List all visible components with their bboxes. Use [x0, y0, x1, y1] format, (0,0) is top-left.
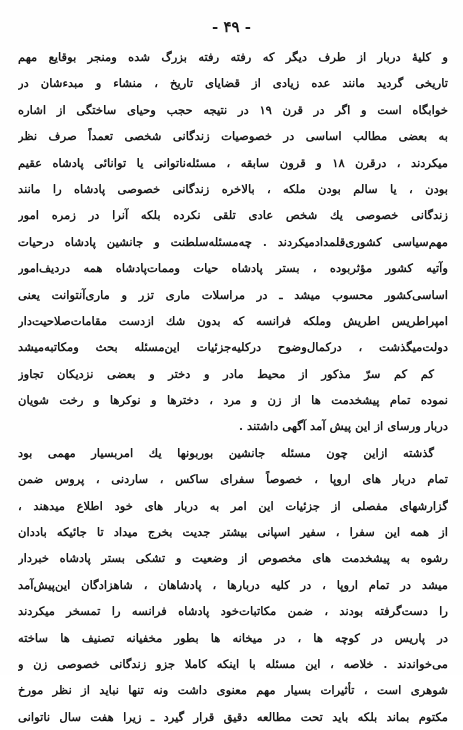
- text-line: دولت‌میگذشت ، درکمال‌وضوح درکلیه‌جزئیات این‌مسئله بحث ومکاتبه‌میشد: [18, 340, 448, 355]
- text-line: خوابگاه است و اگر در قرن ۱۹ در نتیجه حجب وحیای ساختگی از اشاره: [18, 102, 448, 117]
- text-line: می‌خواندند . خلاصه ، این مسئله با اینکه کاملا جزو زندگانی خصوصی زن و: [18, 656, 448, 671]
- body-text: [18, 44, 448, 730]
- text-line: رشوه به پیشخدمت های مخصوص از وضعیت و تشکی بستر پادشاه خبردار: [18, 551, 448, 566]
- text-line: مهم‌سیاسی کشوری‌قلمدادمیکردند . چه‌مسئله‌سلطنت و جانشین پادشاه درحیات: [18, 234, 448, 249]
- paragraph-2: [18, 440, 448, 730]
- text-line: گذشته ازاین چون مسئله جانشین بوربونها یك امر‌بسیار مهمی بود: [18, 445, 434, 460]
- text-line: زندگانی خصوصی یك شخص عادی تلقی نکرده بلکه آنرا در زمره امور: [18, 208, 448, 223]
- text-line: شوهری است ، تأثیرات بسیار مهم معنوی داشت ونه تنها نباید از نظر مورخ: [18, 683, 448, 698]
- text-line: نموده تمام پیشخدمت ها از زن و مرد ، دخترها و نوکرها و رخت شویان: [18, 393, 448, 408]
- text-line: کم کم سرّ مذکور از محیط مادر و دختر و بعضی نزدیکان تجاوز: [18, 366, 434, 381]
- text-line: تمام دربار های اروپا ، خصوصاً سفرای ساکس ، ساردنی ، پروس ضمن: [18, 472, 448, 487]
- text-line: مکتوم بماند بلکه باید تحت مطالعه دقیق قرار گیرد ـ زیرا هفت سال ناتوانی: [18, 709, 448, 724]
- text-line: به بعضی مطالب اساسی در خصوصیات زندگانی شخصی تعمداً صرف نظر: [18, 129, 448, 144]
- text-line: وآتیه کشور مؤثربوده ، بستر پادشاه حیات وممات‌پادشاه همه دردیف‌امور: [18, 261, 448, 276]
- text-line: میکردند ، درقرن ۱۸ و قرون سابقه ، مسئله‌ناتوانی یا توانائی پادشاه عقیم: [18, 155, 448, 170]
- text-line: اساسی‌کشور محسوب میشد ـ در مراسلات ماری تزر و ماری‌آنتوانت یعنی: [18, 287, 448, 302]
- text-line: بودن ، یا سالم بودن ملکه ، بالاخره زندگانی خصوصی پادشاه را مانند: [18, 181, 448, 196]
- text-line: گزارشهای مفصلی از جزئیات این امر به دربار های خود اطلاع میدهند ،: [18, 498, 448, 513]
- text-line: و کلیهٔ دربار از طرف دیگر که رفته رفته بزرگ شده ومنجر بوقایع مهم: [18, 50, 448, 64]
- text-line: تاریخی گردید مانند عده زیادی از قضایای تاریخ ، منشاء و مبدء‌شان در: [18, 76, 448, 91]
- paragraph-1: [18, 44, 448, 440]
- text-line: را دست‌گرفته بودند ، ضمن مکاتبات‌خود پادشاه فرانسه را تمسخر میکردند: [18, 604, 448, 619]
- text-line: میشد در تمام اروپا ، در کلیه دربارها ، پادشاهان ، شاهزادگان این‌پیش‌آمد: [18, 577, 448, 592]
- text-line: در پاریس در کوچه ها ، در میخانه ها بطور مخفیانه تصنیف ها ساخته: [18, 630, 448, 645]
- text-line: دربار ورسای از این پیش آمد آگهی داشتند .: [238, 419, 448, 434]
- text-line: از همه این سفرا ، سفیر اسپانی بیشتر جدیت بخرج میداد تا جائیکه باددان: [18, 525, 448, 540]
- text-line: امپراطریس اطریش وملکه فرانسه که بدون شك ازدست مقامات‌صلاحیت‌دار: [18, 313, 448, 328]
- page-number: - ۴۹ -: [211, 18, 252, 36]
